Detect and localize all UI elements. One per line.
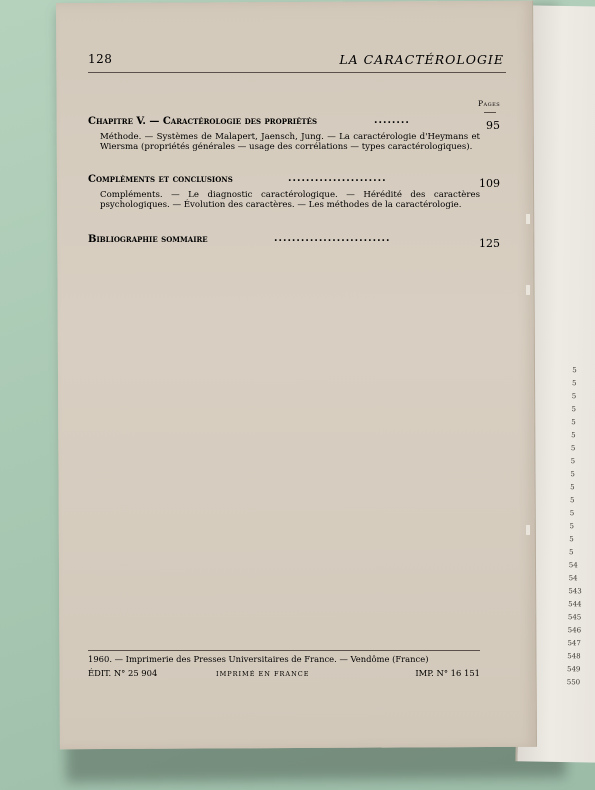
adjacent-page-number: 5: [570, 483, 575, 492]
adjacent-page-number: 545: [567, 613, 582, 622]
pages-column-label: Pages: [478, 99, 501, 108]
adjacent-page-number: 54: [568, 561, 578, 570]
leader-dots: ..........................: [274, 233, 391, 244]
binding-stitch: [526, 214, 530, 224]
adjacent-page-number: 5: [569, 535, 574, 544]
adjacent-page-number: 5: [571, 431, 576, 440]
toc-entry-heading: Bibliographie sommaire: [88, 234, 208, 245]
adjacent-page-number: 5: [569, 509, 575, 518]
adjacent-page-number: 550: [566, 678, 581, 687]
adjacent-page-number: 547: [567, 639, 581, 648]
leader-dots: ......................: [288, 173, 387, 184]
running-title: LA CARACTÉROLOGIE: [339, 52, 504, 67]
toc-entry-summary: Méthode. — Systèmes de Malapert, Jaensch, Jung. — La caractérologie d'Heymans et Wiersma (propriétés générales — usage des corrélations — types caractérologiques).: [100, 132, 480, 152]
adjacent-page-number: 5: [568, 548, 574, 557]
imprint-printed-in: IMPRIMÉ EN FRANCE: [216, 670, 310, 678]
leader-dots: ........: [374, 115, 410, 126]
page-number: 128: [88, 52, 113, 66]
adjacent-page-number: 543: [568, 587, 582, 596]
binding-stitch: [526, 525, 530, 535]
adjacent-page-number: 549: [566, 665, 581, 674]
running-head: [88, 52, 506, 72]
adjacent-page-number: 5: [571, 418, 576, 427]
book-page: [56, 1, 537, 749]
imprint-print-number: IMP. N° 16 151: [415, 668, 480, 678]
imprint-printer-line: 1960. — Imprimerie des Presses Universitaires de France. — Vendôme (France): [88, 654, 429, 664]
toc-entry-page: 125: [479, 237, 500, 250]
adjacent-page-number: 54: [568, 574, 578, 583]
pages-label-dash: [484, 112, 496, 113]
imprint-edition-number: ÉDIT. N° 25 904: [88, 668, 158, 678]
binding-stitch: [526, 285, 530, 295]
adjacent-page-number: 5: [571, 379, 577, 388]
toc-entry-summary: Compléments. — Le diagnostic caractérologique. — Hérédité des caractères psychologiques. — Évolution des caractères. — Les méthodes de la caractérologie.: [100, 190, 480, 210]
adjacent-page-number: 544: [568, 600, 582, 609]
adjacent-page-number: 546: [567, 626, 582, 635]
toc-entry-heading: Chapitre V. — Caractérologie des propriétés: [88, 116, 318, 127]
adjacent-page-number: 5: [570, 470, 575, 479]
adjacent-page-number: 5: [570, 444, 576, 453]
toc-entry-heading: Compléments et conclusions: [88, 174, 233, 185]
toc-entry-bibliographie: [88, 234, 500, 248]
adjacent-page-number: 5: [569, 522, 575, 531]
adjacent-page-number: 5: [572, 366, 577, 375]
adjacent-page-number: 5: [571, 405, 577, 414]
toc-entry-page: 109: [479, 177, 500, 190]
adjacent-page-number: 548: [567, 652, 581, 661]
adjacent-page-number: 5: [570, 457, 576, 466]
header-rule: [88, 72, 506, 73]
toc-entry-chapitre-v: [88, 116, 500, 152]
imprint-rule: [88, 650, 480, 651]
toc-entry-complements: [88, 174, 500, 210]
adjacent-page-number: 5: [569, 496, 575, 505]
adjacent-page-number: 5: [571, 392, 577, 401]
toc-entry-page: 95: [486, 119, 500, 132]
